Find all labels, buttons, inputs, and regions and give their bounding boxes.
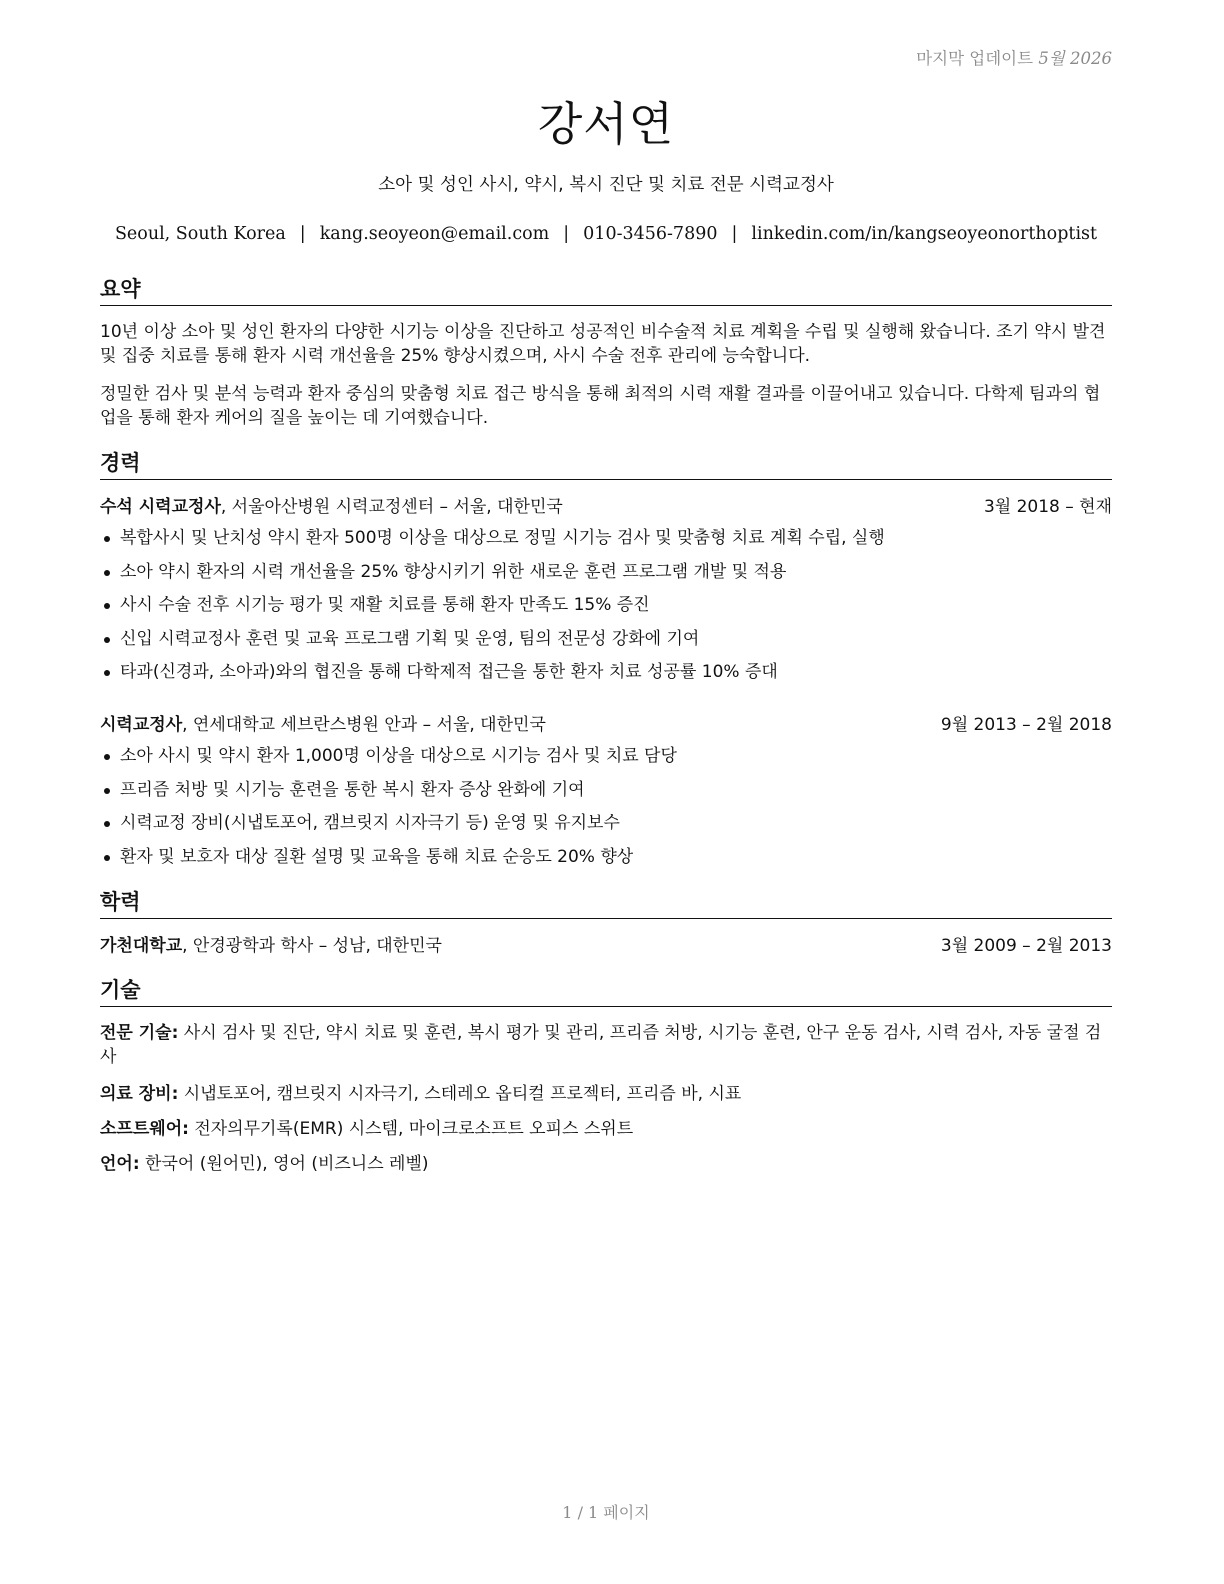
education-entry xyxy=(100,934,1112,958)
job-bullet-list xyxy=(100,744,1112,878)
job-bullet: 소아 사시 및 약시 환자 1,000명 이상을 대상으로 시기능 검사 및 치료 담당 xyxy=(100,744,1112,778)
skill-value: 시냅토포어, 캠브릿지 시자극기, 스테레오 옵티컬 프로젝터, 프리즘 바, 시표 xyxy=(178,1084,742,1104)
skill-label: 소프트웨어: xyxy=(100,1119,189,1139)
contact-linkedin-link[interactable]: linkedin.com/in/kangseoyeonorthoptist xyxy=(751,224,1098,244)
job-header xyxy=(100,495,1112,519)
section-title-summary: 요약 xyxy=(100,276,1112,306)
job-bullet: 타과(신경과, 소아과)와의 협진을 통해 다학제적 접근을 통한 환자 치료 성공률 10% 증대 xyxy=(100,660,1112,694)
job-bullet: 복합사시 및 난치성 약시 환자 500명 이상을 대상으로 정밀 시기능 검사 및 맞춤형 치료 계획 수립, 실행 xyxy=(100,526,1112,560)
last-updated xyxy=(916,45,1112,69)
headline: 소아 및 성인 사시, 약시, 복시 진단 및 치료 전문 시력교정사 xyxy=(378,175,834,195)
job-role: 시력교정사 xyxy=(100,715,183,735)
contact-separator: | xyxy=(299,224,306,244)
contact-line xyxy=(100,224,1112,244)
job-bullet: 소아 약시 환자의 시력 개선율을 25% 향상시키기 위한 새로운 훈련 프로그램 개발 및 적용 xyxy=(100,560,1112,594)
skill-label: 전문 기술: xyxy=(100,1023,179,1043)
resume-page xyxy=(100,0,1112,1584)
skill-row xyxy=(100,1152,1112,1176)
skill-row xyxy=(100,1117,1112,1141)
contact-location: Seoul, South Korea xyxy=(114,224,286,244)
job-dates: 3월 2018 – 현재 xyxy=(983,497,1112,517)
job-bullet: 사시 수술 전후 시기능 평가 및 재활 치료를 통해 환자 만족도 15% 증진 xyxy=(100,593,1112,627)
job-bullet: 신입 시력교정사 훈련 및 교육 프로그램 기획 및 운영, 팀의 전문성 강화에 기여 xyxy=(100,627,1112,661)
page-number: 1 / 1 페이지 xyxy=(562,1503,650,1522)
last-updated-year: 2026 xyxy=(1064,49,1112,68)
education-detail: , 안경광학과 학사 – 성남, 대한민국 xyxy=(182,936,442,956)
skill-label: 의료 장비: xyxy=(100,1084,179,1104)
job-role: 수석 시력교정사 xyxy=(100,497,221,517)
section-title-education: 학력 xyxy=(100,889,1112,919)
education-dates: 3월 2009 – 2월 2013 xyxy=(940,936,1112,956)
contact-separator: | xyxy=(731,224,738,244)
section-title-skills: 기술 xyxy=(100,977,1112,1007)
skill-value: 사시 검사 및 진단, 약시 치료 및 훈련, 복시 평가 및 관리, 프리즘 처방, 시기능 훈련, 안구 운동 검사, 시력 검사, 자동 굴절 검사 xyxy=(100,1023,1102,1067)
person-name: 강서연 xyxy=(537,97,675,151)
summary-paragraph: 정밀한 검사 및 분석 능력과 환자 중심의 맞춤형 치료 접근 방식을 통해 최적의 시력 재활 결과를 이끌어내고 있습니다. 다학제 팀과의 협업을 통해 환자 케어의 질을 높이는 데 기여했습니다. xyxy=(100,384,1101,428)
skill-row xyxy=(100,1021,1112,1069)
skill-value: 전자의무기록(EMR) 시스템, 마이크로소프트 오피스 스위트 xyxy=(188,1119,634,1139)
job-bullet: 환자 및 보호자 대상 질환 설명 및 교육을 통해 치료 순응도 20% 향상 xyxy=(100,845,1112,879)
job-bullet: 시력교정 장비(시냅토포어, 캠브릿지 시자극기 등) 운영 및 유지보수 xyxy=(100,811,1112,845)
contact-phone: 010-3456-7890 xyxy=(583,224,718,244)
section-title-experience: 경력 xyxy=(100,450,1112,480)
job-bullet-list xyxy=(100,526,1112,694)
job-organization: , 연세대학교 세브란스병원 안과 – 서울, 대한민국 xyxy=(182,715,546,735)
education-school: 가천대학교 xyxy=(100,936,183,956)
contact-email-link[interactable]: kang.seoyeon@email.com xyxy=(319,224,550,244)
skill-value: 한국어 (원어민), 영어 (비즈니스 레벨) xyxy=(139,1154,429,1174)
skill-row xyxy=(100,1082,1112,1106)
job-dates: 9월 2013 – 2월 2018 xyxy=(940,715,1112,735)
contact-separator: | xyxy=(563,224,570,244)
last-updated-month: 5월 xyxy=(1038,49,1065,68)
job-header xyxy=(100,713,1112,737)
summary-paragraph: 10년 이상 소아 및 성인 환자의 다양한 시기능 이상을 진단하고 성공적인 비수술적 치료 계획을 수립 및 실행해 왔습니다. 조기 약시 발견 및 집중 치료를 통해 환자 시력 개선율을 25% 향상시켰으며, 사시 수술 전후 관리에 능숙합니다. xyxy=(100,322,1106,366)
job-bullet: 프리즘 처방 및 시기능 훈련을 통한 복시 환자 증상 완화에 기여 xyxy=(100,778,1112,812)
last-updated-prefix: 마지막 업데이트 xyxy=(916,49,1039,68)
job-organization: , 서울아산병원 시력교정센터 – 서울, 대한민국 xyxy=(220,497,563,517)
skill-label: 언어: xyxy=(100,1154,140,1174)
